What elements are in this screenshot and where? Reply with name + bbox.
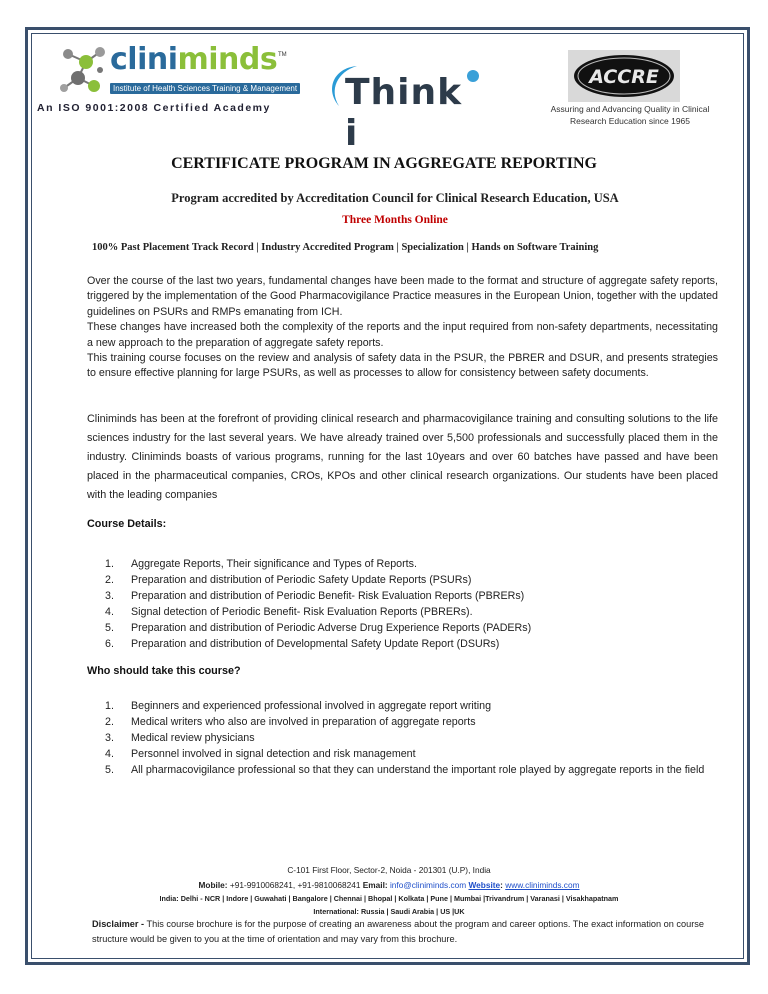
footer-contact: Mobile: +91-9910068241, +91-9810068241 Email: info@cliniminds.com Website: www.cliniminds.com (198, 880, 580, 890)
mobile-numbers: +91-9910068241, +91-9810068241 (229, 880, 361, 890)
list-item: 6. Preparation and distribution of Developmental Safety Update Report (DSURs) (105, 638, 500, 650)
program-highlights: 100% Past Placement Track Record | Industry Accredited Program | Specialization | Hands on Software Training (92, 242, 599, 253)
cliniminds-subtitle: Institute of Health Sciences Training & Management (110, 83, 300, 94)
footer-india-locations: India: Delhi - NCR | Indore | Guwahati | Bangalore | Chennai | Bhopal | Kolkata | Pune | Mumbai |Trivandrum | Varanasi | Visakhapatnam (159, 894, 619, 903)
disclaimer-label: Disclaimer - (92, 919, 145, 929)
list-item: 4. Personnel involved in signal detection and risk management (105, 748, 416, 760)
intro-section (87, 274, 718, 382)
website-label: Website (468, 880, 501, 890)
list-item: 1. Beginners and experienced professional involved in aggregate report writing (105, 700, 492, 712)
footer-address: C-101 First Floor, Sector-2, Noida - 201301 (U.P), India (287, 865, 491, 875)
accreditation-line: Program accredited by Accreditation Council for Clinical Research Education, USA (171, 191, 619, 205)
email-label: Email: (362, 880, 388, 890)
footer-international-locations: International: Russia | Saudi Arabia | US |UK (313, 907, 465, 916)
cliniminds-logo (56, 40, 296, 100)
think-i-logo (323, 60, 483, 154)
trademark-mark: TM (278, 52, 287, 58)
who-should-list (105, 698, 717, 778)
list-item: 3. Medical review physicians (105, 732, 255, 744)
accre-tagline: Assuring and Advancing Quality in Clinical Research Education since 1965 (550, 104, 710, 126)
list-item: 5. All pharmacovigilance professional so that they can understand the important role played by aggregate reports in the field (105, 764, 705, 776)
course-details-list (105, 556, 717, 652)
cliniminds-wordmark: cliniminds (110, 42, 278, 77)
molecule-icon (56, 40, 112, 100)
disclaimer (92, 917, 718, 947)
list-item: 3. Preparation and distribution of Periodic Benefit- Risk Evaluation Reports (PBRERs) (105, 590, 525, 602)
course-details-heading: Course Details: (87, 518, 167, 530)
intro-paragraph: This training course focuses on the review and analysis of safety data in the PSUR, the PBRER and DSUR, and presents strategies to ensure effective planning for large PSURs, as well as processes to allow for consistency between safety documents. (87, 352, 718, 380)
website-link[interactable]: www.cliniminds.com (505, 880, 580, 890)
who-should-heading: Who should take this course? (87, 665, 241, 677)
list-item: 1. Aggregate Reports, Their significance and Types of Reports. (105, 558, 417, 570)
email-link[interactable]: info@cliniminds.com (389, 880, 467, 890)
intro-paragraph: These changes have increased both the complexity of the reports and the input required from non-safety departments, necessitating a new approach to the preparation of aggregate safety reports. (87, 321, 718, 349)
accre-logo (568, 50, 680, 102)
intro-paragraph: Over the course of the last two years, fundamental changes have been made to the format and structure of aggregate safety reports, triggered by the implementation of the Good Pharmacovigilance Practice measures in the European Union, together with the updated guidelines on PSURs and RMPs emanating from ICH. (87, 275, 718, 318)
list-item: 5. Preparation and distribution of Periodic Adverse Drug Experience Reports (PADERs) (105, 622, 532, 634)
mobile-label: Mobile: (198, 880, 228, 890)
disclaimer-text: This course brochure is for the purpose of creating an awareness about the program and career options. The exact information on course structure would be given to you at the time of orientation and may vary from this brochure. (92, 919, 705, 944)
accre-emblem-icon (568, 50, 680, 102)
page-title: CERTIFICATE PROGRAM IN AGGREGATE REPORTING (171, 155, 597, 172)
list-item: 4. Signal detection of Periodic Benefit- Risk Evaluation Reports (PBRERs). (105, 606, 473, 618)
program-duration: Three Months Online (342, 214, 448, 226)
list-item: 2. Preparation and distribution of Periodic Safety Update Reports (PSURs) (105, 574, 472, 586)
about-paragraph: Cliniminds has been at the forefront of providing clinical research and pharmacovigilance training and consulting solutions to the life sciences industry for the last several years. We have already trained over 5,500 professionals and successfully placed them in the industry. Cliniminds boasts of various programs, running for the last 10years and over 60 batches have passed and have been placed in the pharmaceutical companies, CROs, KPOs and other clinical research organizations. Our students have been placed with the leading companies (87, 413, 718, 501)
list-item: 2. Medical writers who also are involved in preparation of aggregate reports (105, 716, 476, 728)
think-i-wordmark: Think i (345, 72, 463, 154)
accre-logo-text: ACCRE (589, 66, 659, 88)
iso-certification: An ISO 9001:2008 Certified Academy (37, 102, 271, 114)
